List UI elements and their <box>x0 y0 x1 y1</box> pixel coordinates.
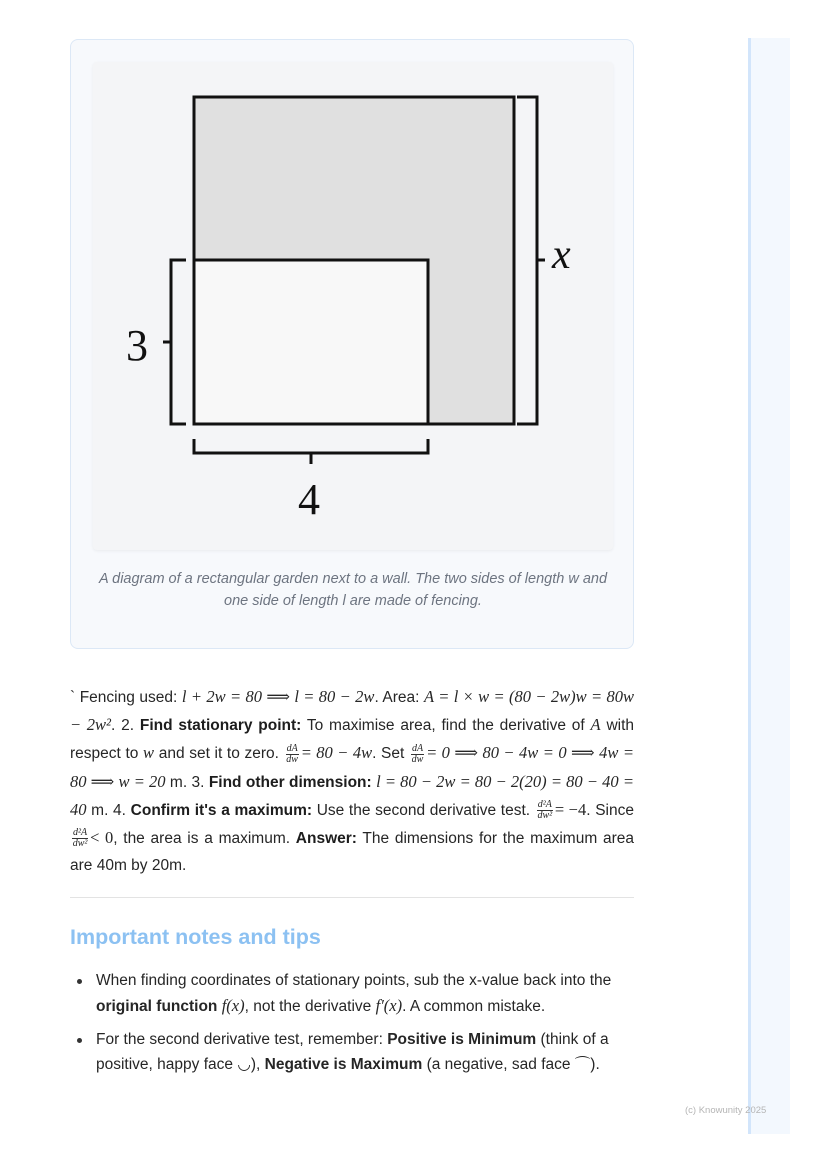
section-divider <box>70 897 634 898</box>
unit-step4: m. 4. <box>91 801 126 819</box>
tips-list <box>70 968 634 1085</box>
four-bracket <box>194 439 428 464</box>
set-label: . Set <box>372 745 405 763</box>
tip2-text-b: (think of a positive, happy face ◡), <box>96 1031 609 1073</box>
frac-numerator: d²A <box>73 827 88 839</box>
step2-number: . 2. <box>110 717 135 735</box>
tip1-function: f(x) <box>221 996 245 1015</box>
tip1-derivative: f′(x) <box>375 996 403 1015</box>
answer-title: Answer: <box>295 830 357 848</box>
frac-denominator: dw² <box>537 810 553 822</box>
tip2-text-c: (a negative, sad face ⌒). <box>426 1056 600 1073</box>
tip-item <box>70 1027 634 1077</box>
equation-fencing: l + 2w = 80 ⟹ l = 80 − 2w <box>181 687 375 706</box>
frac-numerator: dA <box>411 742 424 754</box>
step2-text-a: To maximise area, find the derivative of <box>306 717 585 735</box>
three-label: 3 <box>126 321 148 370</box>
x-bracket <box>517 97 545 424</box>
tip2-bold-2: Negative is Maximum <box>264 1056 423 1073</box>
figure-caption: A diagram of a rectangular garden next to a wall. The two sides of length w and one side of length l are made of fencing. <box>98 571 608 609</box>
second-derivative-fraction <box>537 800 553 821</box>
equation-second-derivative: = −4 <box>554 799 587 819</box>
answer-text: The dimensions for the maximum area are 40m by 20m. <box>70 830 634 875</box>
four-label: 4 <box>298 475 320 524</box>
solution-paragraph <box>70 683 634 879</box>
step4-text-b: , the area is a maximum. <box>113 830 291 848</box>
step4-title: Confirm it's a maximum: <box>130 801 313 819</box>
second-derivative-fraction-2 <box>72 828 88 849</box>
x-label: x <box>552 232 571 278</box>
equation-area: A = l × w = (80 − 2w)w = 80w − 2w² <box>70 687 635 735</box>
area-label: . Area: <box>374 689 420 706</box>
variable-a: A <box>590 715 601 735</box>
step2-title: Find stationary point: <box>139 717 302 735</box>
unit-step3: m. 3. <box>169 773 205 791</box>
equation-solve-w: = 0 ⟹ 80 − 4w = 0 ⟹ 4w = 80 ⟹ w = 20 <box>70 743 634 791</box>
frac-denominator: dw <box>411 753 424 765</box>
derivative-fraction <box>286 744 299 765</box>
garden-diagram <box>93 62 613 550</box>
tip1-text-a: When finding coordinates of stationary points, sub the x-value back into the <box>96 972 612 989</box>
since-label: . Since <box>586 801 634 819</box>
tip2-text-a: For the second derivative test, remember: <box>96 1031 383 1048</box>
tip1-text-c: . A common mistake. <box>402 998 546 1015</box>
equation-derivative: = 80 − 4w <box>300 743 373 763</box>
figure-card <box>70 39 634 649</box>
notes-heading: Important notes and tips <box>70 925 321 949</box>
step2-text-b: with respect to <box>70 717 635 763</box>
tip1-text-b: , not the derivative <box>244 998 372 1015</box>
right-rail <box>748 38 790 1134</box>
inner-rectangle <box>194 260 428 424</box>
derivative-fraction-2 <box>411 744 424 765</box>
tip1-bold: original function <box>96 998 218 1015</box>
inequality: < 0 <box>90 828 114 848</box>
tip-item <box>70 968 634 1019</box>
variable-w: w <box>143 743 155 763</box>
step3-title: Find other dimension: <box>208 773 372 791</box>
frac-denominator: dw <box>286 753 298 765</box>
copyright-footer: (c) Knowunity 2025 <box>685 1105 767 1116</box>
frac-denominator: dw² <box>72 838 88 850</box>
tip2-bold-1: Positive is Minimum <box>387 1031 537 1048</box>
step4-text-a: Use the second derivative test. <box>316 801 531 819</box>
three-bracket <box>163 260 186 424</box>
step2-text-c: and set it to zero. <box>158 745 279 763</box>
equation-length: l = 80 − 2w = 80 − 2(20) = 80 − 40 = 40 <box>70 771 635 819</box>
frac-numerator: d²A <box>537 799 552 811</box>
frac-numerator: dA <box>286 742 298 754</box>
intro-text: ` Fencing used: <box>70 689 178 706</box>
